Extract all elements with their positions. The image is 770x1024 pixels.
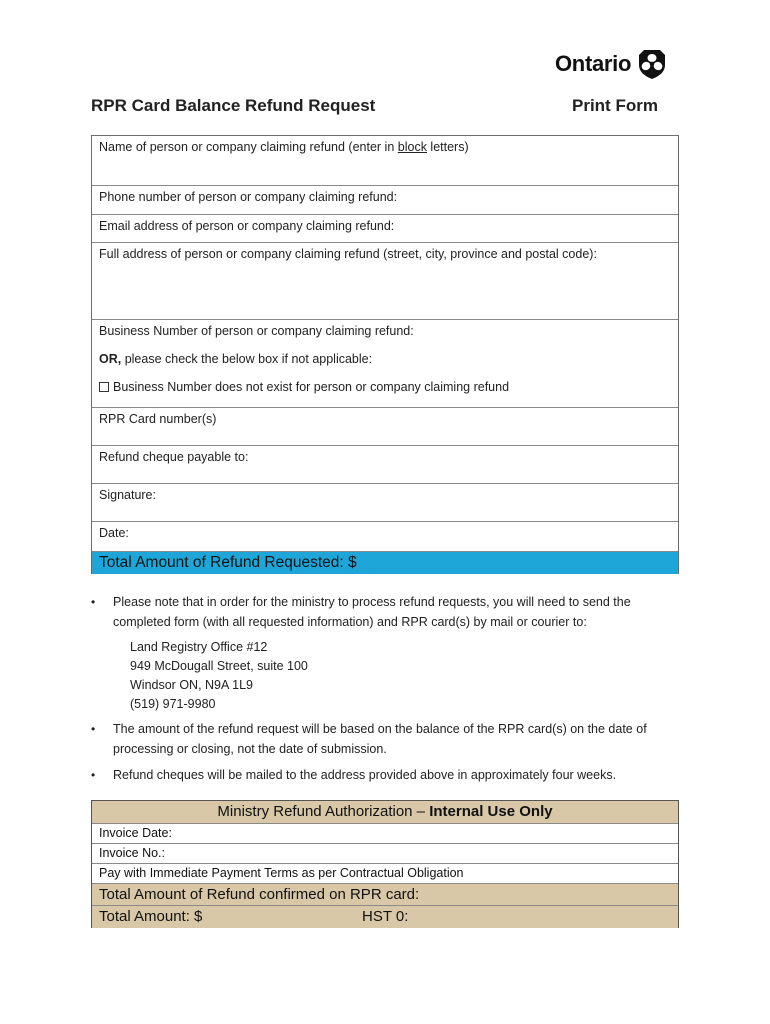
- ontario-logo: [555, 44, 681, 84]
- cheque-payable-label: Refund cheque payable to:: [99, 450, 249, 464]
- page-title: RPR Card Balance Refund Request: [91, 96, 376, 115]
- business-number-section: [92, 320, 678, 408]
- business-number-label: Business Number of person or company claiming refund:: [99, 324, 414, 338]
- print-form-button[interactable]: Print Form: [572, 96, 658, 115]
- address-line: Land Registry Office #12: [130, 640, 268, 654]
- total-amount-field[interactable]: Total Amount: $ HST 0:: [92, 906, 678, 928]
- date-label: Date:: [99, 526, 129, 540]
- confirmed-total-field[interactable]: Total Amount of Refund confirmed on RPR card:: [92, 884, 678, 906]
- trillium-icon: [636, 48, 668, 80]
- total-refund-label: Total Amount of Refund Requested: $: [99, 554, 357, 571]
- or-instruction: OR, please check the below box if not applicable:: [99, 352, 373, 366]
- no-business-number-option[interactable]: Business Number does not exist for person or company claiming refund: [99, 380, 509, 394]
- address-field[interactable]: [92, 243, 678, 320]
- address-field-label: Full address of person or company claiming refund (street, city, province and postal code):: [99, 247, 597, 261]
- hst-field: HST 0:: [362, 908, 409, 925]
- list-item: • Please note that in order for the ministry to process refund requests, you will need to send the completed form (with all requested information) and RPR card(s) by mail or courier to:: [91, 593, 691, 632]
- address-line: Windsor ON, N9A 1L9: [130, 678, 253, 692]
- cheque-payable-field[interactable]: [92, 446, 678, 484]
- address-line: 949 McDougall Street, suite 100: [130, 659, 308, 673]
- name-field[interactable]: [92, 136, 678, 186]
- rpr-card-number-field[interactable]: [92, 408, 678, 446]
- list-item: • The amount of the refund request will be based on the balance of the RPR card(s) on the date of processing or closing, not the date of submission.: [91, 720, 691, 759]
- instructions: [91, 593, 691, 786]
- authorization-title: Ministry Refund Authorization – Internal Use Only: [92, 801, 678, 824]
- ministry-authorization-table: [91, 800, 679, 928]
- invoice-no-field[interactable]: Invoice No.:: [92, 844, 678, 864]
- total-refund-requested[interactable]: [92, 552, 678, 574]
- no-business-number-checkbox[interactable]: [99, 382, 109, 392]
- signature-field[interactable]: [92, 484, 678, 522]
- email-field[interactable]: [92, 215, 678, 243]
- ontario-wordmark: Ontario: [555, 51, 632, 76]
- rpr-card-number-label: RPR Card number(s): [99, 412, 217, 426]
- phone-field-label: Phone number of person or company claiming refund:: [99, 190, 398, 204]
- phone-field[interactable]: [92, 186, 678, 215]
- name-field-label: Name of person or company claiming refund (enter in block letters): [99, 140, 469, 154]
- refund-request-form: [91, 135, 679, 574]
- invoice-date-field[interactable]: Invoice Date:: [92, 824, 678, 844]
- date-field[interactable]: [92, 522, 678, 552]
- address-line: (519) 971-9980: [130, 697, 216, 711]
- payment-terms: Pay with Immediate Payment Terms as per Contractual Obligation: [92, 864, 678, 884]
- email-field-label: Email address of person or company claiming refund:: [99, 219, 395, 233]
- list-item: • Refund cheques will be mailed to the address provided above in approximately four weeks.: [91, 766, 691, 786]
- mailing-address: [130, 638, 691, 714]
- signature-label: Signature:: [99, 488, 156, 502]
